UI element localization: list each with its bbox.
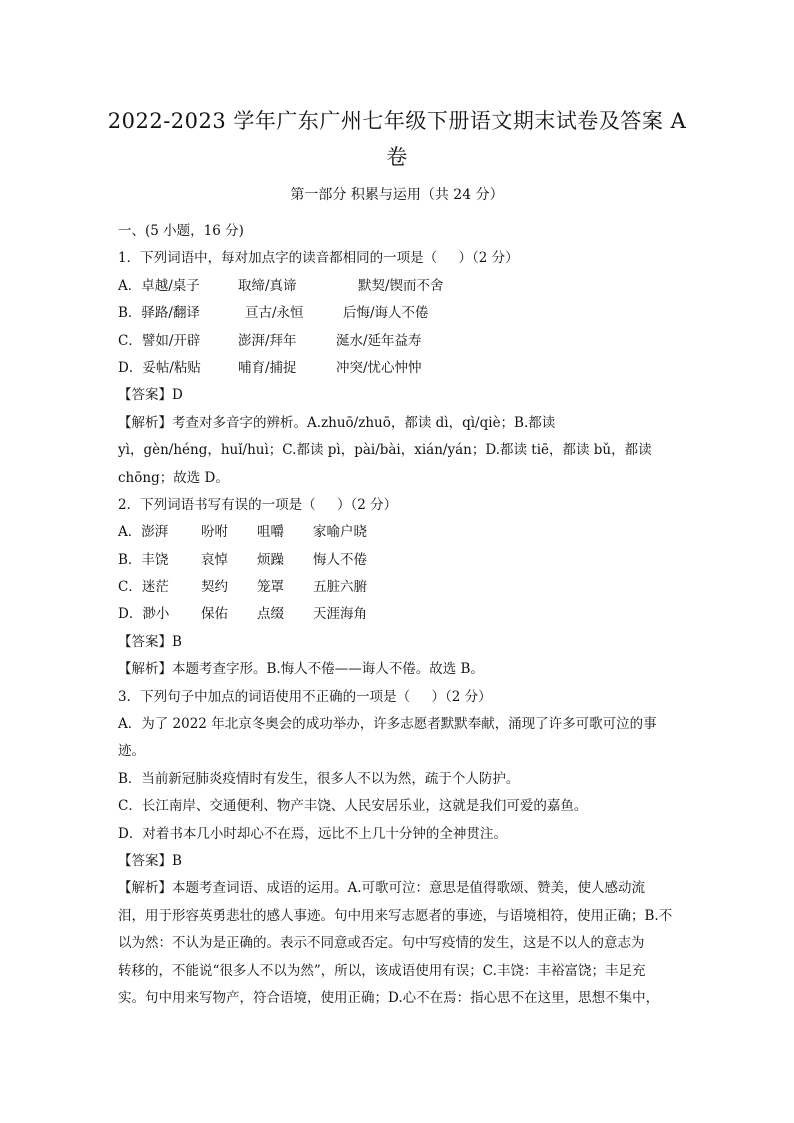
document-body — [118, 218, 678, 1012]
q1-option-b-3: 后悔/诲人不倦 — [343, 305, 429, 322]
q2-option-a-4: 家喻户晓 — [313, 524, 367, 541]
q2-option-d-1: D．渺小 — [118, 606, 170, 623]
q2-option-d — [118, 601, 678, 628]
q1-option-d — [118, 355, 678, 382]
q2-option-c — [118, 574, 678, 601]
q1-option-c-1: C．譬如/开辟 — [118, 332, 201, 349]
q1-option-b — [118, 300, 678, 327]
q2-option-a — [118, 519, 678, 546]
q3-answer: 【答案】B — [118, 852, 182, 869]
title-line-1: 2022-2023 学年广东广州七年级下册语文期末试卷及答案 A — [107, 109, 687, 133]
q1-option-b-2: 亘古/永恒 — [245, 305, 304, 322]
q3-option-d: D．对着书本几小时却心不在焉，远比不上几十分钟的全神贯注。 — [118, 825, 507, 842]
q2-option-b-4: 悔人不倦 — [313, 551, 367, 568]
q2-answer: 【答案】B — [118, 633, 182, 650]
q1-option-a — [118, 273, 678, 300]
q3-option-a-line-2: 迹。 — [118, 743, 145, 760]
q1-option-b-1: B．驿路/翻译 — [118, 305, 200, 322]
q1-analysis-line-2: yì，gèn/héng，huǐ/huì；C.都读 pì，pài/bài，xián/yán；D.都读 tiē，都读 bǔ，都读 — [118, 442, 652, 459]
q1-option-d-1: D．妥帖/粘贴 — [118, 359, 201, 376]
q1-stem: 1．下列词语中，每对加点字的读音都相同的一项是（ ）（2 分） — [118, 250, 519, 267]
q2-option-d-2: 保佑 — [201, 606, 228, 623]
q2-option-a-2: 吩咐 — [201, 524, 228, 541]
q2-option-b-2: 哀悼 — [201, 551, 228, 568]
q1-option-a-3: 默契/锲而不舍 — [358, 277, 444, 294]
q1-option-a-2: 取缔/真谛 — [238, 277, 297, 294]
document-title — [100, 103, 694, 175]
q2-option-d-3: 点缀 — [257, 606, 284, 623]
q1-answer: 【答案】D — [118, 387, 183, 404]
q2-option-b — [118, 547, 678, 574]
q1-option-d-3: 冲突/忧心忡忡 — [336, 359, 422, 376]
title-line-2: 卷 — [386, 145, 408, 169]
q3-option-b: B．当前新冠肺炎疫情时有发生，很多人不以为然，疏于个人防护。 — [118, 770, 520, 787]
q3-analysis-line-3: 以为然：不认为是正确的。表示不同意或否定。句中写疫情的发生，这是不以人的意志为 — [118, 935, 645, 952]
section-heading: 一、(5 小题，16 分) — [118, 223, 244, 239]
q1-option-d-2: 哺育/捕捉 — [238, 359, 297, 376]
q2-option-c-4: 五脏六腑 — [313, 579, 367, 596]
q2-analysis: 【解析】本题考查字形。B.悔人不倦——诲人不倦。故选 B。 — [118, 661, 484, 678]
q2-option-c-3: 笼罩 — [257, 579, 284, 596]
q3-analysis-line-2: 泪，用于形容英勇悲壮的感人事迹。句中用来写志愿者的事迹，与语境相符，使用正确；B.不 — [118, 907, 673, 924]
q2-option-b-1: B．丰饶 — [118, 551, 169, 568]
q3-analysis-line-1: 【解析】本题考查词语、成语的运用。A.可歌可泣：意思是值得歌颂、赞美，使人感动流 — [118, 880, 646, 897]
q2-option-c-1: C．迷茫 — [118, 579, 169, 596]
q1-option-c-3: 涎水/延年益寿 — [336, 332, 422, 349]
q2-option-a-1: A．澎湃 — [118, 524, 169, 541]
q2-option-c-2: 契约 — [201, 579, 228, 596]
q1-analysis-line-3: chōng；故选 D。 — [118, 469, 229, 486]
q3-option-c: C．长江南岸、交通便利、物产丰饶、人民安居乐业，这就是我们可爱的嘉鱼。 — [118, 798, 588, 815]
part-title: 第一部分 积累与运用（共 24 分） — [290, 187, 504, 203]
q2-option-a-3: 咀嚼 — [257, 524, 284, 541]
q3-analysis-line-5: 实。句中用来写物产，符合语境，使用正确；D.心不在焉：指心思不在这里，思想不集中， — [118, 989, 660, 1006]
q3-option-a-line-1: A．为了 2022 年北京冬奥会的成功举办，许多志愿者默默奉献，涌现了许多可歌可泣的事 — [118, 716, 657, 733]
q3-analysis-line-4: 转移的，不能说“很多人不以为然”，所以，该成语使用有误；C.丰饶：丰裕富饶；丰足充 — [118, 962, 646, 979]
q2-stem: 2．下列词语书写有误的一项是（ ）（2 分） — [118, 496, 398, 513]
q2-option-d-4: 天涯海角 — [313, 606, 367, 623]
q3-stem: 3．下列句子中加点的词语使用不正确的一项是（ ）（2 分） — [118, 688, 492, 705]
q1-option-a-1: A．卓越/桌子 — [118, 277, 200, 294]
q2-option-b-3: 烦躁 — [257, 551, 284, 568]
q1-analysis-line-1: 【解析】考查对多音字的辨析。A.zhuō/zhuō，都读 dì，qì/qiè；B.都读 — [118, 414, 556, 431]
q1-option-c — [118, 328, 678, 355]
q1-option-c-2: 澎湃/拜年 — [238, 332, 297, 349]
